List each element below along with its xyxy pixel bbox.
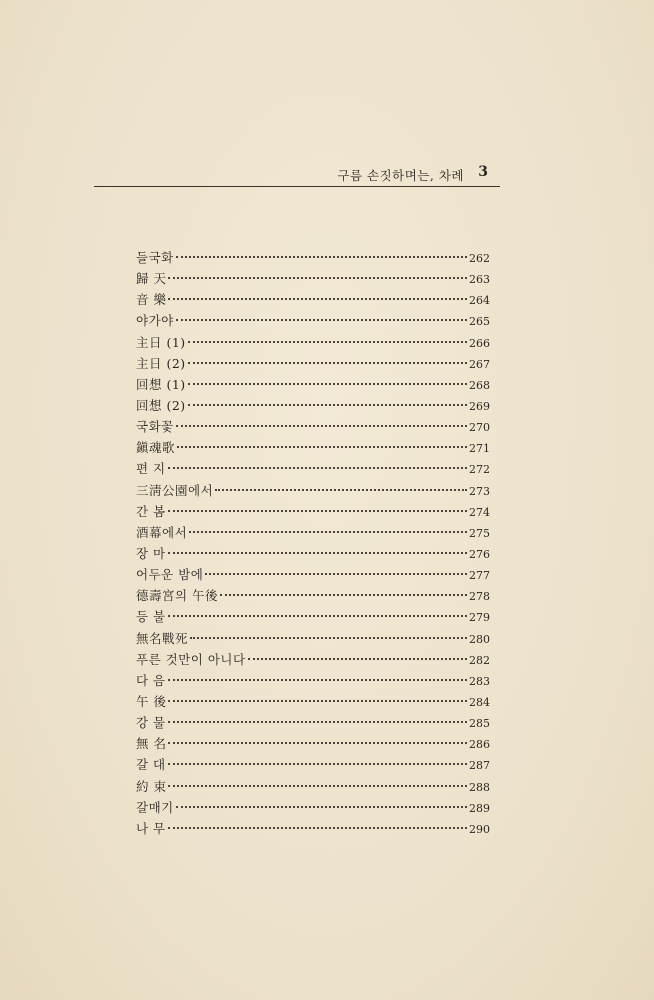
toc-entry-page: 287 bbox=[469, 759, 490, 773]
toc-entry-title: 강 물 bbox=[136, 715, 166, 731]
dot-leader bbox=[168, 552, 467, 554]
toc-entry-page: 269 bbox=[469, 399, 490, 413]
toc-entry bbox=[136, 332, 490, 353]
toc-entry bbox=[136, 416, 490, 437]
toc-entry bbox=[136, 247, 490, 268]
toc-entry-title: 다 음 bbox=[136, 672, 166, 688]
toc-entry-page: 277 bbox=[469, 569, 490, 583]
dot-leader bbox=[168, 827, 467, 829]
header-title: 구름 손짓하며는, 차례 bbox=[337, 168, 464, 183]
toc-entry bbox=[136, 818, 490, 839]
toc-entry-title: 들국화 bbox=[136, 250, 174, 265]
toc-entry-page: 273 bbox=[469, 484, 490, 498]
toc-entry bbox=[136, 776, 490, 797]
toc-entry-title: 갈 대 bbox=[136, 757, 166, 773]
toc-entry-page: 288 bbox=[469, 780, 490, 794]
toc-entry-title: 편 지 bbox=[136, 461, 166, 477]
toc-entry bbox=[136, 437, 490, 458]
toc-entry-title: 간 봄 bbox=[136, 503, 166, 519]
toc-entry bbox=[136, 628, 490, 649]
toc-entry-page: 263 bbox=[469, 273, 490, 287]
toc-entry-page: 262 bbox=[469, 252, 490, 265]
toc-entry-title: 국화꽃 bbox=[136, 419, 174, 435]
dot-leader bbox=[188, 404, 467, 406]
toc-entry-page: 276 bbox=[469, 547, 490, 561]
toc-entry-title: 鎭魂歌 bbox=[136, 440, 176, 456]
toc-entry bbox=[136, 564, 490, 585]
toc-entry-page: 289 bbox=[469, 801, 490, 815]
toc-entry-page: 266 bbox=[469, 336, 490, 350]
toc-entry bbox=[136, 649, 490, 670]
toc-entry-page: 282 bbox=[469, 653, 490, 667]
toc-entry-page: 286 bbox=[469, 738, 490, 752]
dot-leader bbox=[189, 531, 467, 533]
toc-entry-title: 나 무 bbox=[136, 820, 166, 836]
dot-leader bbox=[215, 489, 467, 491]
toc-entry-page: 284 bbox=[469, 695, 490, 709]
toc-entry-page: 279 bbox=[469, 611, 490, 625]
toc-entry-page: 272 bbox=[469, 463, 490, 477]
toc-entry-page: 278 bbox=[469, 590, 490, 604]
toc-entry-title: 갈매기 bbox=[136, 799, 174, 815]
toc-entry-title: 酒幕에서 bbox=[136, 524, 188, 540]
toc-entry-title: 어두운 밤에 bbox=[136, 567, 204, 583]
dot-leader bbox=[205, 573, 467, 575]
toc-entry-title: 장 마 bbox=[136, 545, 166, 561]
toc-entry-title: 無 名 bbox=[136, 736, 167, 752]
toc-entry bbox=[136, 754, 490, 775]
toc-entry-title: 歸 天 bbox=[136, 271, 167, 287]
toc-entry bbox=[136, 353, 490, 374]
dot-leader bbox=[176, 425, 467, 427]
toc-entry bbox=[136, 606, 490, 627]
toc-entry bbox=[136, 797, 490, 818]
toc-entry-page: 275 bbox=[469, 526, 490, 540]
toc-entry-title: 三淸公園에서 bbox=[136, 482, 214, 498]
toc-entry bbox=[136, 585, 490, 606]
toc-entry bbox=[136, 691, 490, 712]
toc-entry bbox=[136, 268, 490, 289]
toc-entry-page: 265 bbox=[469, 315, 490, 329]
toc-entry bbox=[136, 501, 490, 522]
dot-leader bbox=[168, 615, 467, 617]
toc-entry-title: 回想 (1) bbox=[136, 376, 186, 392]
toc-entry-page: 283 bbox=[469, 674, 490, 688]
dot-leader bbox=[168, 467, 467, 469]
toc-entry bbox=[136, 289, 490, 310]
toc-entry-title: 無名戰死 bbox=[136, 630, 189, 646]
toc-entry bbox=[136, 522, 490, 543]
dot-leader bbox=[190, 637, 467, 639]
toc-entry-title: 등 불 bbox=[136, 609, 166, 625]
dot-leader bbox=[168, 763, 467, 765]
toc-entry bbox=[136, 310, 490, 331]
toc-entry-page: 268 bbox=[469, 378, 490, 392]
page-number: 3 bbox=[478, 164, 488, 180]
toc-entry bbox=[136, 670, 490, 691]
dot-leader bbox=[188, 341, 467, 343]
dot-leader bbox=[248, 658, 467, 660]
dot-leader bbox=[188, 362, 467, 364]
dot-leader bbox=[168, 510, 467, 512]
toc-entry-title: 回想 (2) bbox=[136, 397, 186, 413]
toc-entry-page: 271 bbox=[469, 442, 490, 456]
toc-entry bbox=[136, 458, 490, 479]
toc-entry-page: 264 bbox=[469, 294, 490, 308]
toc-entry-title: 푸른 것만이 아니다 bbox=[136, 651, 246, 667]
toc-entry-page: 274 bbox=[469, 505, 490, 519]
toc-entry bbox=[136, 480, 490, 501]
table-of-contents bbox=[136, 247, 490, 839]
dot-leader bbox=[220, 594, 467, 596]
toc-entry-title: 約 束 bbox=[136, 778, 167, 794]
dot-leader bbox=[168, 785, 467, 787]
toc-entry bbox=[136, 712, 490, 733]
toc-entry-page: 285 bbox=[469, 717, 490, 731]
toc-entry-title: 主日 (2) bbox=[136, 355, 186, 371]
toc-entry-title: 主日 (1) bbox=[136, 334, 186, 350]
toc-entry bbox=[136, 543, 490, 564]
toc-entry-page: 270 bbox=[469, 421, 490, 435]
dot-leader bbox=[176, 806, 467, 808]
dot-leader bbox=[168, 277, 467, 279]
dot-leader bbox=[176, 256, 467, 258]
running-header bbox=[94, 160, 500, 187]
dot-leader bbox=[188, 383, 467, 385]
toc-entry bbox=[136, 733, 490, 754]
toc-entry-title: 午 後 bbox=[136, 693, 167, 709]
dot-leader bbox=[168, 679, 467, 681]
toc-entry-title: 德壽宮의 午後 bbox=[136, 588, 219, 604]
dot-leader bbox=[168, 700, 467, 702]
dot-leader bbox=[176, 319, 467, 321]
toc-entry bbox=[136, 374, 490, 395]
dot-leader bbox=[168, 742, 467, 744]
toc-entry-title: 야가야 bbox=[136, 313, 174, 329]
toc-entry bbox=[136, 395, 490, 416]
dot-leader bbox=[177, 446, 467, 448]
toc-entry-page: 280 bbox=[469, 632, 490, 646]
toc-entry-page: 267 bbox=[469, 357, 490, 371]
dot-leader bbox=[168, 298, 467, 300]
toc-entry-title: 音 樂 bbox=[136, 292, 167, 308]
dot-leader bbox=[168, 721, 467, 723]
toc-entry-page: 290 bbox=[469, 822, 490, 836]
